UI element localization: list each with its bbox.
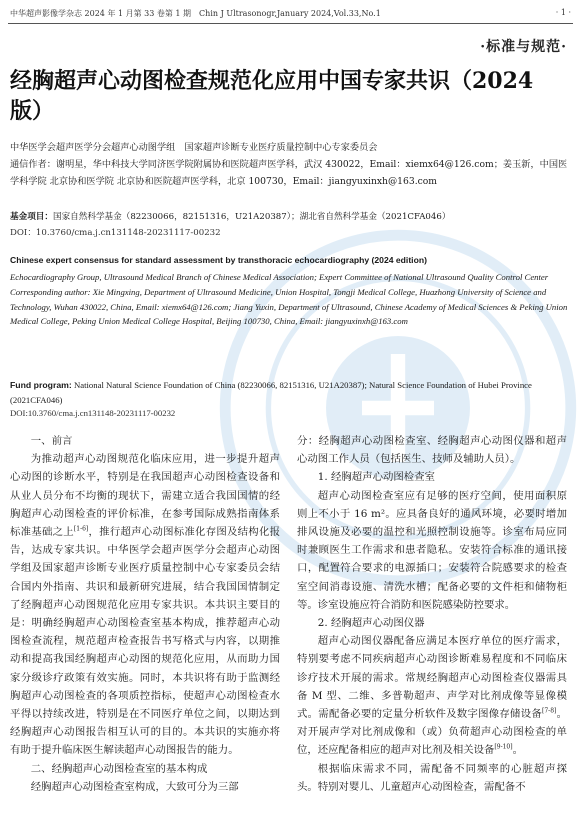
english-doi: DOI:10.3760/cma.j.cn131148-20231117-00232 [10,408,176,418]
citation: [9-10] [494,743,513,751]
section-tag: ·标准与规范· [480,39,567,55]
running-head: 中华超声影像学杂志 2024 年 1 月第 33 卷第 1 期 Chin J Ultrasonogr,January 2024,Vol.33,No.1 [10,9,381,18]
citation: [1-6] [73,525,89,533]
left-column [10,432,280,796]
english-title: Chinese expert consensus for standard assessment by transthoracic echocardiography (2024 edition) [10,255,427,265]
subheading-exam-room: 1. 经胸超声心动图检查室 [317,471,435,484]
english-fund [10,378,570,408]
paragraph-introduction: 为推动超声心动图规范化临床应用，进一步提升超声心动图的诊断水平，特别是在我国超声心动图检查设备和从业人员分布不均衡的现状下，需建立适合我国国情的经胸超声心动图检查的评价标准，在参考国际成熟指南体系标准基础之上[1-6]，推行超声心动图标准化存图及结构化报告，达成专家共识。中华医学会超声医学分会超声心动图学组及国家超声诊断专业医疗质量控制中心专家委员会结合国内外指南、共识和最新研究进展，结合我国国情制定了经胸超声心动图规范化应用专家共识。本共识主要目的是：明确经胸超声心动图检查室基本构成，推荐超声心动图检查流程，规范超声检查报告书写格式与内容，以期推动和提高我国经胸超声心动图的规范化应用，从而助力国家分级诊疗政策有效实施。同时，本共识将有助于监测经胸超声心动图检查的各项质控指标，使超声心动图检查水平得以持续改进，特别是在不同医疗单位之间，以期达到经胸超声心动图报告相互认可的目的。本共识的实施亦将有助于提升临床医生解读超声心动图报告的能力。 [10,453,281,757]
english-fund-text: National Natural Science Foundation of China (82230066, 82151316, U21A20387); Natural Science Foundation of Hubei Province (2021CFA046) [10,380,532,405]
author-groups: 中华医学会超声医学分会超声心动图学组 国家超声诊断专业医疗质量控制中心专家委员会 [10,142,378,153]
english-corresponding: Corresponding author: Xie Mingxing, Department of Ultrasound Medicine, Union Hospital, Tongji Medical College, Huazhong University of Science and Technology, Wuhan 430022, China, Email: xiemx64@126.com; Jiang Yuxin, Department of Ultrasound, Chinese Academy of Medical Sciences & Peking Union Medical College, Peking Union Medical College Hospital, Beijing 100730, China, Email: jiangyuxinxh@163.com [10,286,568,327]
doi-cn: DOI：10.3760/cma.j.cn131148-20231117-00232 [10,228,221,238]
english-authors [10,270,570,329]
fund-text: 国家自然科学基金（82230066，82151316，U21A20387）；湖北省自然科学基金（2021CFA046） [52,212,451,222]
paragraph-probes: 根据临床需求不同，需配备不同频率的心脏超声探头。特别对婴儿、儿童超声心动图检查，需配备不 [297,762,567,793]
header-rule [8,23,573,24]
english-group: Echocardiography Group, Ultrasound Medical Branch of Chinese Medical Association; Expert Committee of National Ultrasound Quality Control Center [10,272,549,282]
section-heading-1: 一、前言 [30,435,73,447]
paragraph-composition: 经胸超声心动图检查室构成，大致可分为三部 [30,780,239,793]
english-fund-label: Fund program: [10,380,72,390]
citation: [7-8] [542,707,557,715]
chinese-authors [10,139,570,190]
paragraph-continued: 分：经胸超声心动图检查室、经胸超声心动图仪器和超声心动图工作人员（包括医生、技师及辅助人员）。 [297,435,567,466]
paragraph-instrument: 超声心动图仪器配备应满足本医疗单位的医疗需求，特别要考虑不同疾病超声心动图诊断难易程度和不同临床诊疗技术开展的需求。常规经胸超声心动图检查仪器需具备 M 型、二维、多普勒超声、声学对比剂成像等显像模式。需配备必要的定量分析软件及数字图像存储设备[7-8]。对开展声学对比剂成像和（或）负荷超声心动图检查的单位，还应配备相应的超声对比剂及相关设备[9-10]。 [297,635,568,757]
page-number: · 1 · [555,8,571,17]
corresponding-label: 通信作者： [10,159,56,170]
fund-program-cn [10,210,570,225]
paragraph-exam-room: 超声心动图检查室应有足够的医疗空间，使用面积原则上不小于 16 m²。应具备良好的通风环境，必要时增加排风设施及必要的温控和光照控制设施等。诊室布局应同时兼顾医生工作需求和患者隐私。安装符合标准的通讯接口，配置符合要求的电源插口；安装符合院感要求的检查室空间消毒设施、清洗水槽；配备必要的文件柜和储物柜等。诊室设施应符合消防和医院感染防控要求。 [297,489,567,611]
right-column [297,432,567,796]
corresponding-author: 谢明星，华中科技大学同济医学院附属协和医院超声医学科，武汉 430022，Email：xiemx64@126.com；姜玉新，中国医学科学院 北京协和医学院 北京协和医院超声医学科，北京 100730，Email：jiangyuxinxh@163.com [10,159,568,187]
subheading-instrument: 2. 经胸超声心动图仪器 [317,617,425,630]
fund-label: 基金项目： [10,212,53,222]
section-heading-2: 二、经胸超声心动图检查室的基本构成 [30,762,208,775]
article-title: 经胸超声心动图检查规范化应用中国专家共识（2024 版） [10,68,534,124]
